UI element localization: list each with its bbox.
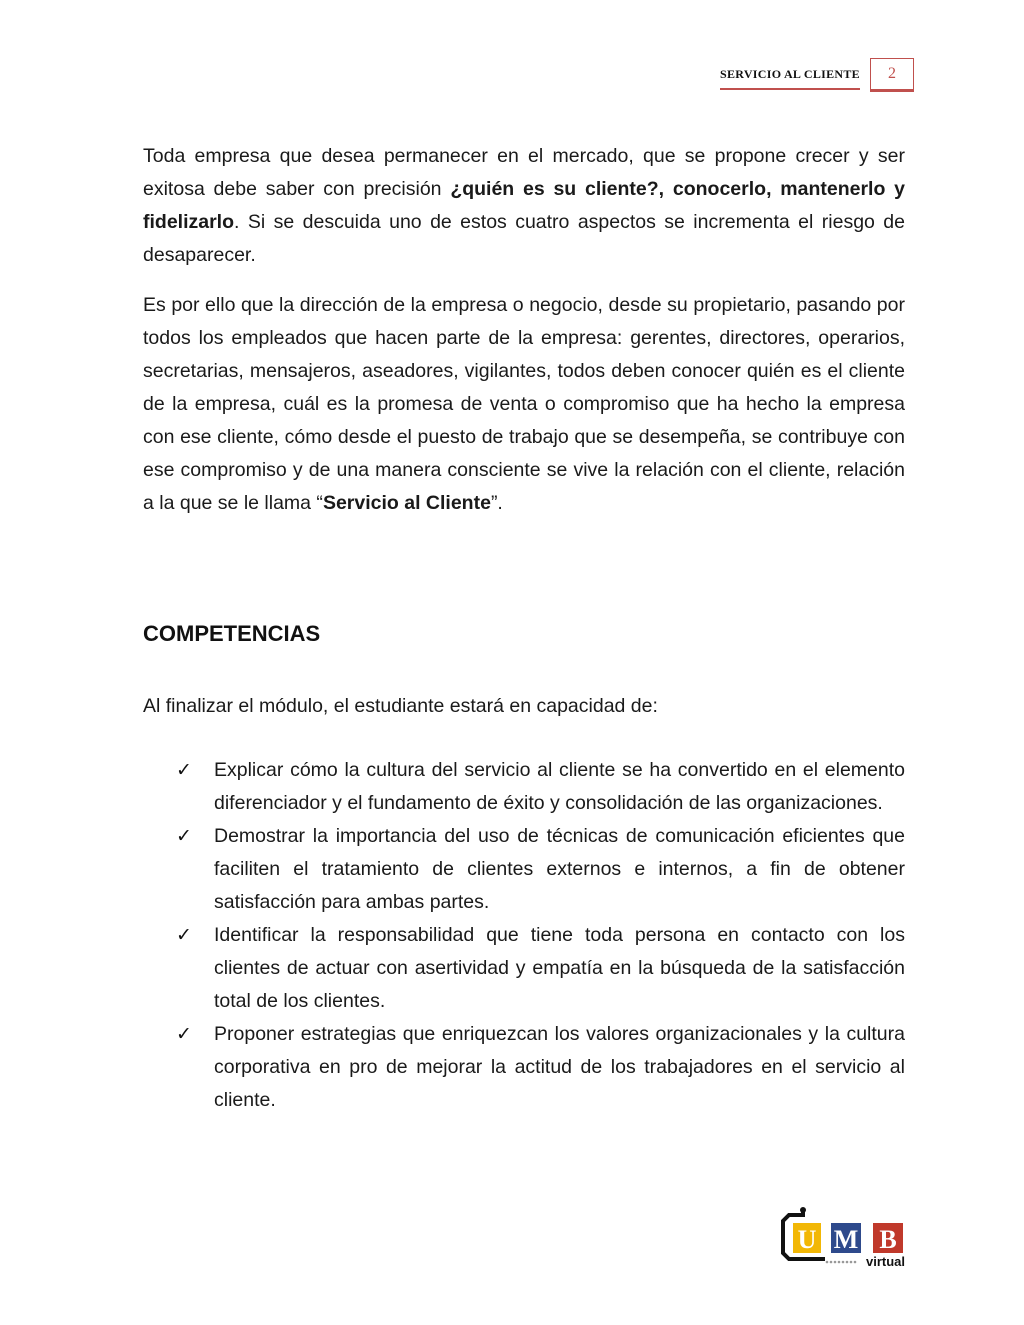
svg-text:U: U <box>797 1225 817 1254</box>
checkmark-icon: ✓ <box>176 925 192 946</box>
list-item <box>176 754 905 820</box>
paragraph-1-text-b: . Si se descuida uno de estos cuatro aspectos se incrementa el riesgo de desaparecer. <box>143 211 905 266</box>
svg-text:virtual: virtual <box>865 1254 905 1269</box>
section-intro: Al finalizar el módulo, el estudiante estará en capacidad de: <box>143 695 658 717</box>
checkmark-icon: ✓ <box>176 826 192 847</box>
section-heading: COMPETENCIAS <box>143 621 321 646</box>
list-item-text: Identificar la responsabilidad que tiene toda persona en contacto con los clientes de actuar con asertividad y empatía en la búsqueda de la satisfacción total de los clientes. <box>214 924 905 1012</box>
paragraph-1 <box>143 140 905 272</box>
svg-text:B: B <box>879 1225 897 1254</box>
paragraph-2-text-a: Es por ello que la dirección de la empresa o negocio, desde su propietario, pasando por todos los empleados que hacen parte de la empresa: gerentes, directores, operarios, secretarias, mensajeros, aseadores, vigilantes, todos deben conocer quién es el cliente de la empresa, cuál es la promesa de venta o compromiso que ha hecho la empresa con ese cliente, cómo desde el puesto de trabajo que se desempeña, se contribuye con ese compromiso y de una manera consciente se vive la relación con el cliente, relación a la que se le llama “ <box>143 294 905 514</box>
list-item-text: Proponer estrategias que enriquezcan los valores organizacionales y la cultura corporativa en pro de mejorar la actitud de los trabajadores en el servicio al cliente. <box>214 1023 905 1111</box>
svg-text:M: M <box>833 1225 859 1254</box>
paragraph-1-bold: ¿quién es su cliente?, conocerlo, mantenerlo y fidelizarlo <box>143 178 905 233</box>
body-text <box>143 140 905 520</box>
paragraph-2 <box>143 289 905 520</box>
checkmark-icon: ✓ <box>176 1024 192 1045</box>
list-item <box>176 820 905 919</box>
page-number: 2 <box>870 58 914 92</box>
checkmark-icon: ✓ <box>176 760 192 781</box>
paragraph-1-text-a: Toda empresa que desea permanecer en el mercado, que se propone crecer y ser exitosa debe saber con precisión <box>143 145 905 200</box>
umb-virtual-logo <box>781 1207 909 1269</box>
header-title: SERVICIO AL CLIENTE <box>720 67 860 90</box>
list-item-text: Demostrar la importancia del uso de técnicas de comunicación eficientes que faciliten el tratamiento de clientes externos e internos, a fin de obtener satisfacción para ambas partes. <box>214 825 905 913</box>
paragraph-2-bold: Servicio al Cliente <box>322 492 491 514</box>
page-header <box>720 58 914 92</box>
competencies-list <box>176 754 905 1117</box>
list-item <box>176 1018 905 1117</box>
list-item-text: Explicar cómo la cultura del servicio al cliente se ha convertido en el elemento diferenciador y el fundamento de éxito y consolidación de las organizaciones. <box>214 759 905 814</box>
list-item <box>176 919 905 1018</box>
paragraph-2-text-b: ”. <box>490 492 503 514</box>
